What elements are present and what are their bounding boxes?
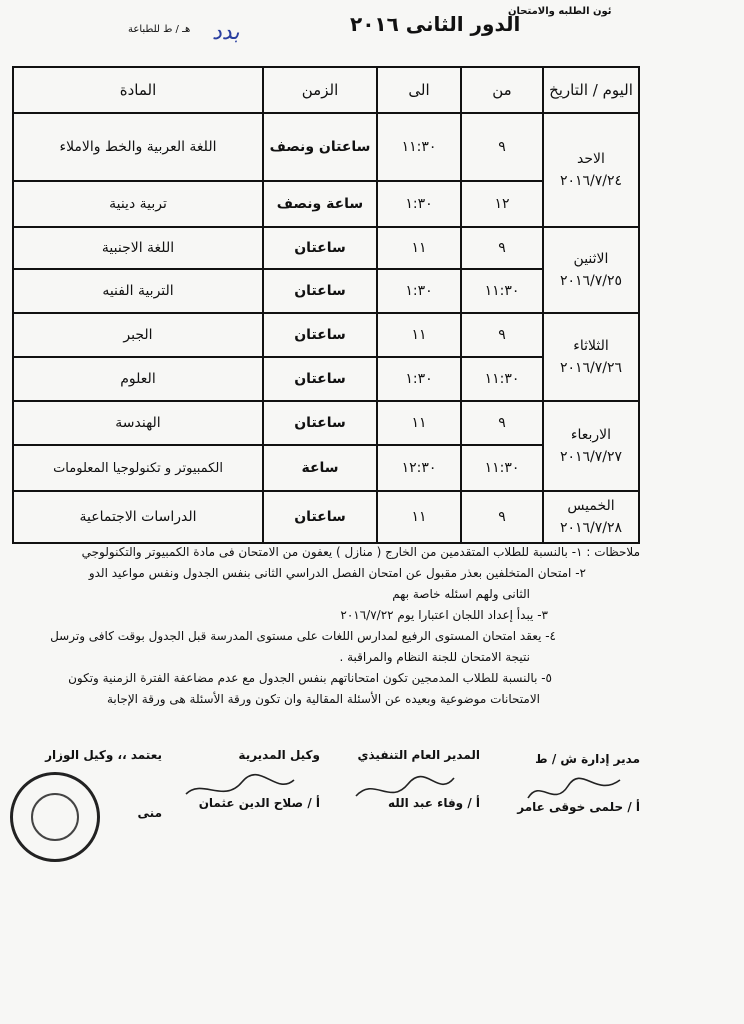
from-cell: ١٢ xyxy=(461,181,543,227)
signature-name: منى xyxy=(137,806,162,820)
day-date: ٢٠١٦/٧/٢٧ xyxy=(559,449,623,465)
day-date: ٢٠١٦/٧/٢٨ xyxy=(559,520,623,536)
signature-scribble-icon xyxy=(520,768,630,812)
col-subject: المادة xyxy=(13,67,263,113)
to-cell: ١١ xyxy=(377,491,461,543)
note-line: ٢- امتحان المتخلفين بعذر مقبول عن امتحان الفصل الدراسي الثانى بنفس الجدول ونفس مواعيد الدو xyxy=(88,566,586,580)
subject-cell: التربية الفنيه xyxy=(13,269,263,313)
day-name: الاربعاء xyxy=(570,427,612,443)
signature-name: أ / وفاء عبد الله xyxy=(388,796,480,810)
document-title: الدور الثانى ٢٠١٦ xyxy=(350,12,521,36)
note-line: الثانى ولهم اسئله خاصة بهم xyxy=(392,587,530,601)
table-row xyxy=(13,491,639,543)
exam-schedule-table xyxy=(12,66,640,544)
day-date: ٢٠١٦/٧/٢٥ xyxy=(559,273,623,289)
col-from: من xyxy=(461,67,543,113)
handwritten-annotation: بدد xyxy=(212,20,240,45)
duration-cell: ساعتان xyxy=(263,357,377,401)
subject-cell: الهندسة xyxy=(13,401,263,445)
table-row xyxy=(13,313,639,357)
day-name: الخميس xyxy=(567,498,615,514)
table-row xyxy=(13,401,639,445)
from-cell: ٩ xyxy=(461,113,543,181)
note-line: ملاحظات : ١- بالنسبة للطلاب المتقدمين من الخارج ( منازل ) يعفون من الامتحان فى مادة الكمبيوتر والتكنولوجي xyxy=(81,545,640,559)
col-duration: الزمن xyxy=(263,67,377,113)
to-cell: ١٢:٣٠ xyxy=(377,445,461,491)
from-cell: ١١:٣٠ xyxy=(461,357,543,401)
to-cell: ١:٣٠ xyxy=(377,269,461,313)
day-cell xyxy=(543,491,639,543)
day-name: الاحد xyxy=(577,151,605,167)
duration-cell: ساعتان xyxy=(263,401,377,445)
signature-scribble-icon xyxy=(350,770,460,810)
to-cell: ١١:٣٠ xyxy=(377,113,461,181)
signature-title: مدير إدارة ش / ط xyxy=(535,752,640,766)
subject-cell: الدراسات الاجتماعية xyxy=(13,491,263,543)
from-cell: ٩ xyxy=(461,491,543,543)
signature-title: المدير العام التنفيذي xyxy=(357,748,480,762)
subject-cell: اللغة الاجنبية xyxy=(13,227,263,269)
duration-cell: ساعتان xyxy=(263,227,377,269)
to-cell: ١١ xyxy=(377,401,461,445)
day-cell xyxy=(543,313,639,401)
duration-cell: ساعة ونصف xyxy=(263,181,377,227)
duration-cell: ساعة xyxy=(263,445,377,491)
to-cell: ١١ xyxy=(377,313,461,357)
day-date: ٢٠١٦/٧/٢٦ xyxy=(559,360,623,376)
table-header-row xyxy=(13,67,639,113)
col-day: اليوم / التاريخ xyxy=(543,67,639,113)
table-row xyxy=(13,227,639,269)
signature-scribble-icon xyxy=(180,770,300,810)
note-line: ٣- يبدأ إعداد اللجان اعتبارا يوم ٢٠١٦/٧/٢٢ xyxy=(340,608,548,622)
day-cell xyxy=(543,227,639,313)
signature-title: وكيل المديرية xyxy=(238,748,320,762)
to-cell: ١:٣٠ xyxy=(377,357,461,401)
signature-name: أ / صلاح الدين عثمان xyxy=(198,796,320,810)
from-cell: ٩ xyxy=(461,401,543,445)
subject-cell: الكمبيوتر و تكنولوجيا المعلومات xyxy=(13,445,263,491)
official-seal-icon xyxy=(10,772,100,862)
col-to: الى xyxy=(377,67,461,113)
note-line: الامتحانات موضوعية وبعيده عن الأسئلة المقالية وان تكون ورقة الأسئلة هى ورقة الإجابة xyxy=(106,692,540,706)
signature-name: أ / حلمى خوقى عامر xyxy=(517,800,640,814)
duration-cell: ساعتان ونصف xyxy=(263,113,377,181)
notes-label: ملاحظات xyxy=(594,545,640,559)
duration-cell: ساعتان xyxy=(263,269,377,313)
to-cell: ١:٣٠ xyxy=(377,181,461,227)
note-line: نتيجة الامتحان للجنة النظام والمراقبة . xyxy=(339,650,530,664)
print-label: هـ / ط للطباعة xyxy=(128,24,191,35)
corner-label: ئون الطلبه والامتحان xyxy=(508,6,612,17)
from-cell: ٩ xyxy=(461,313,543,357)
table-row xyxy=(13,113,639,181)
day-date: ٢٠١٦/٧/٢٤ xyxy=(559,173,623,189)
signature-title: يعتمد ،، وكيل الوزار xyxy=(45,748,162,762)
subject-cell: الجبر xyxy=(13,313,263,357)
day-cell xyxy=(543,401,639,491)
from-cell: ٩ xyxy=(461,227,543,269)
subject-cell: العلوم xyxy=(13,357,263,401)
to-cell: ١١ xyxy=(377,227,461,269)
day-name: الثلاثاء xyxy=(573,338,609,354)
note-line: ٥- بالنسبة للطلاب المدمجين تكون امتحاناتهم بنفس الجدول مع عدم مضاعفة الفترة الزمنية وتكون xyxy=(68,671,552,685)
day-name: الاثنين xyxy=(573,251,609,267)
from-cell: ١١:٣٠ xyxy=(461,445,543,491)
duration-cell: ساعتان xyxy=(263,491,377,543)
from-cell: ١١:٣٠ xyxy=(461,269,543,313)
subject-cell: تربية دينية xyxy=(13,181,263,227)
day-cell xyxy=(543,113,639,227)
note-line: ٤- يعقد امتحان المستوى الرفيع لمدارس اللغات على مستوى المدرسة قبل الجدول بوقت كافى وترسل xyxy=(50,629,556,643)
subject-cell: اللغة العربية والخط والاملاء xyxy=(13,113,263,181)
duration-cell: ساعتان xyxy=(263,313,377,357)
notes-section xyxy=(10,542,640,710)
